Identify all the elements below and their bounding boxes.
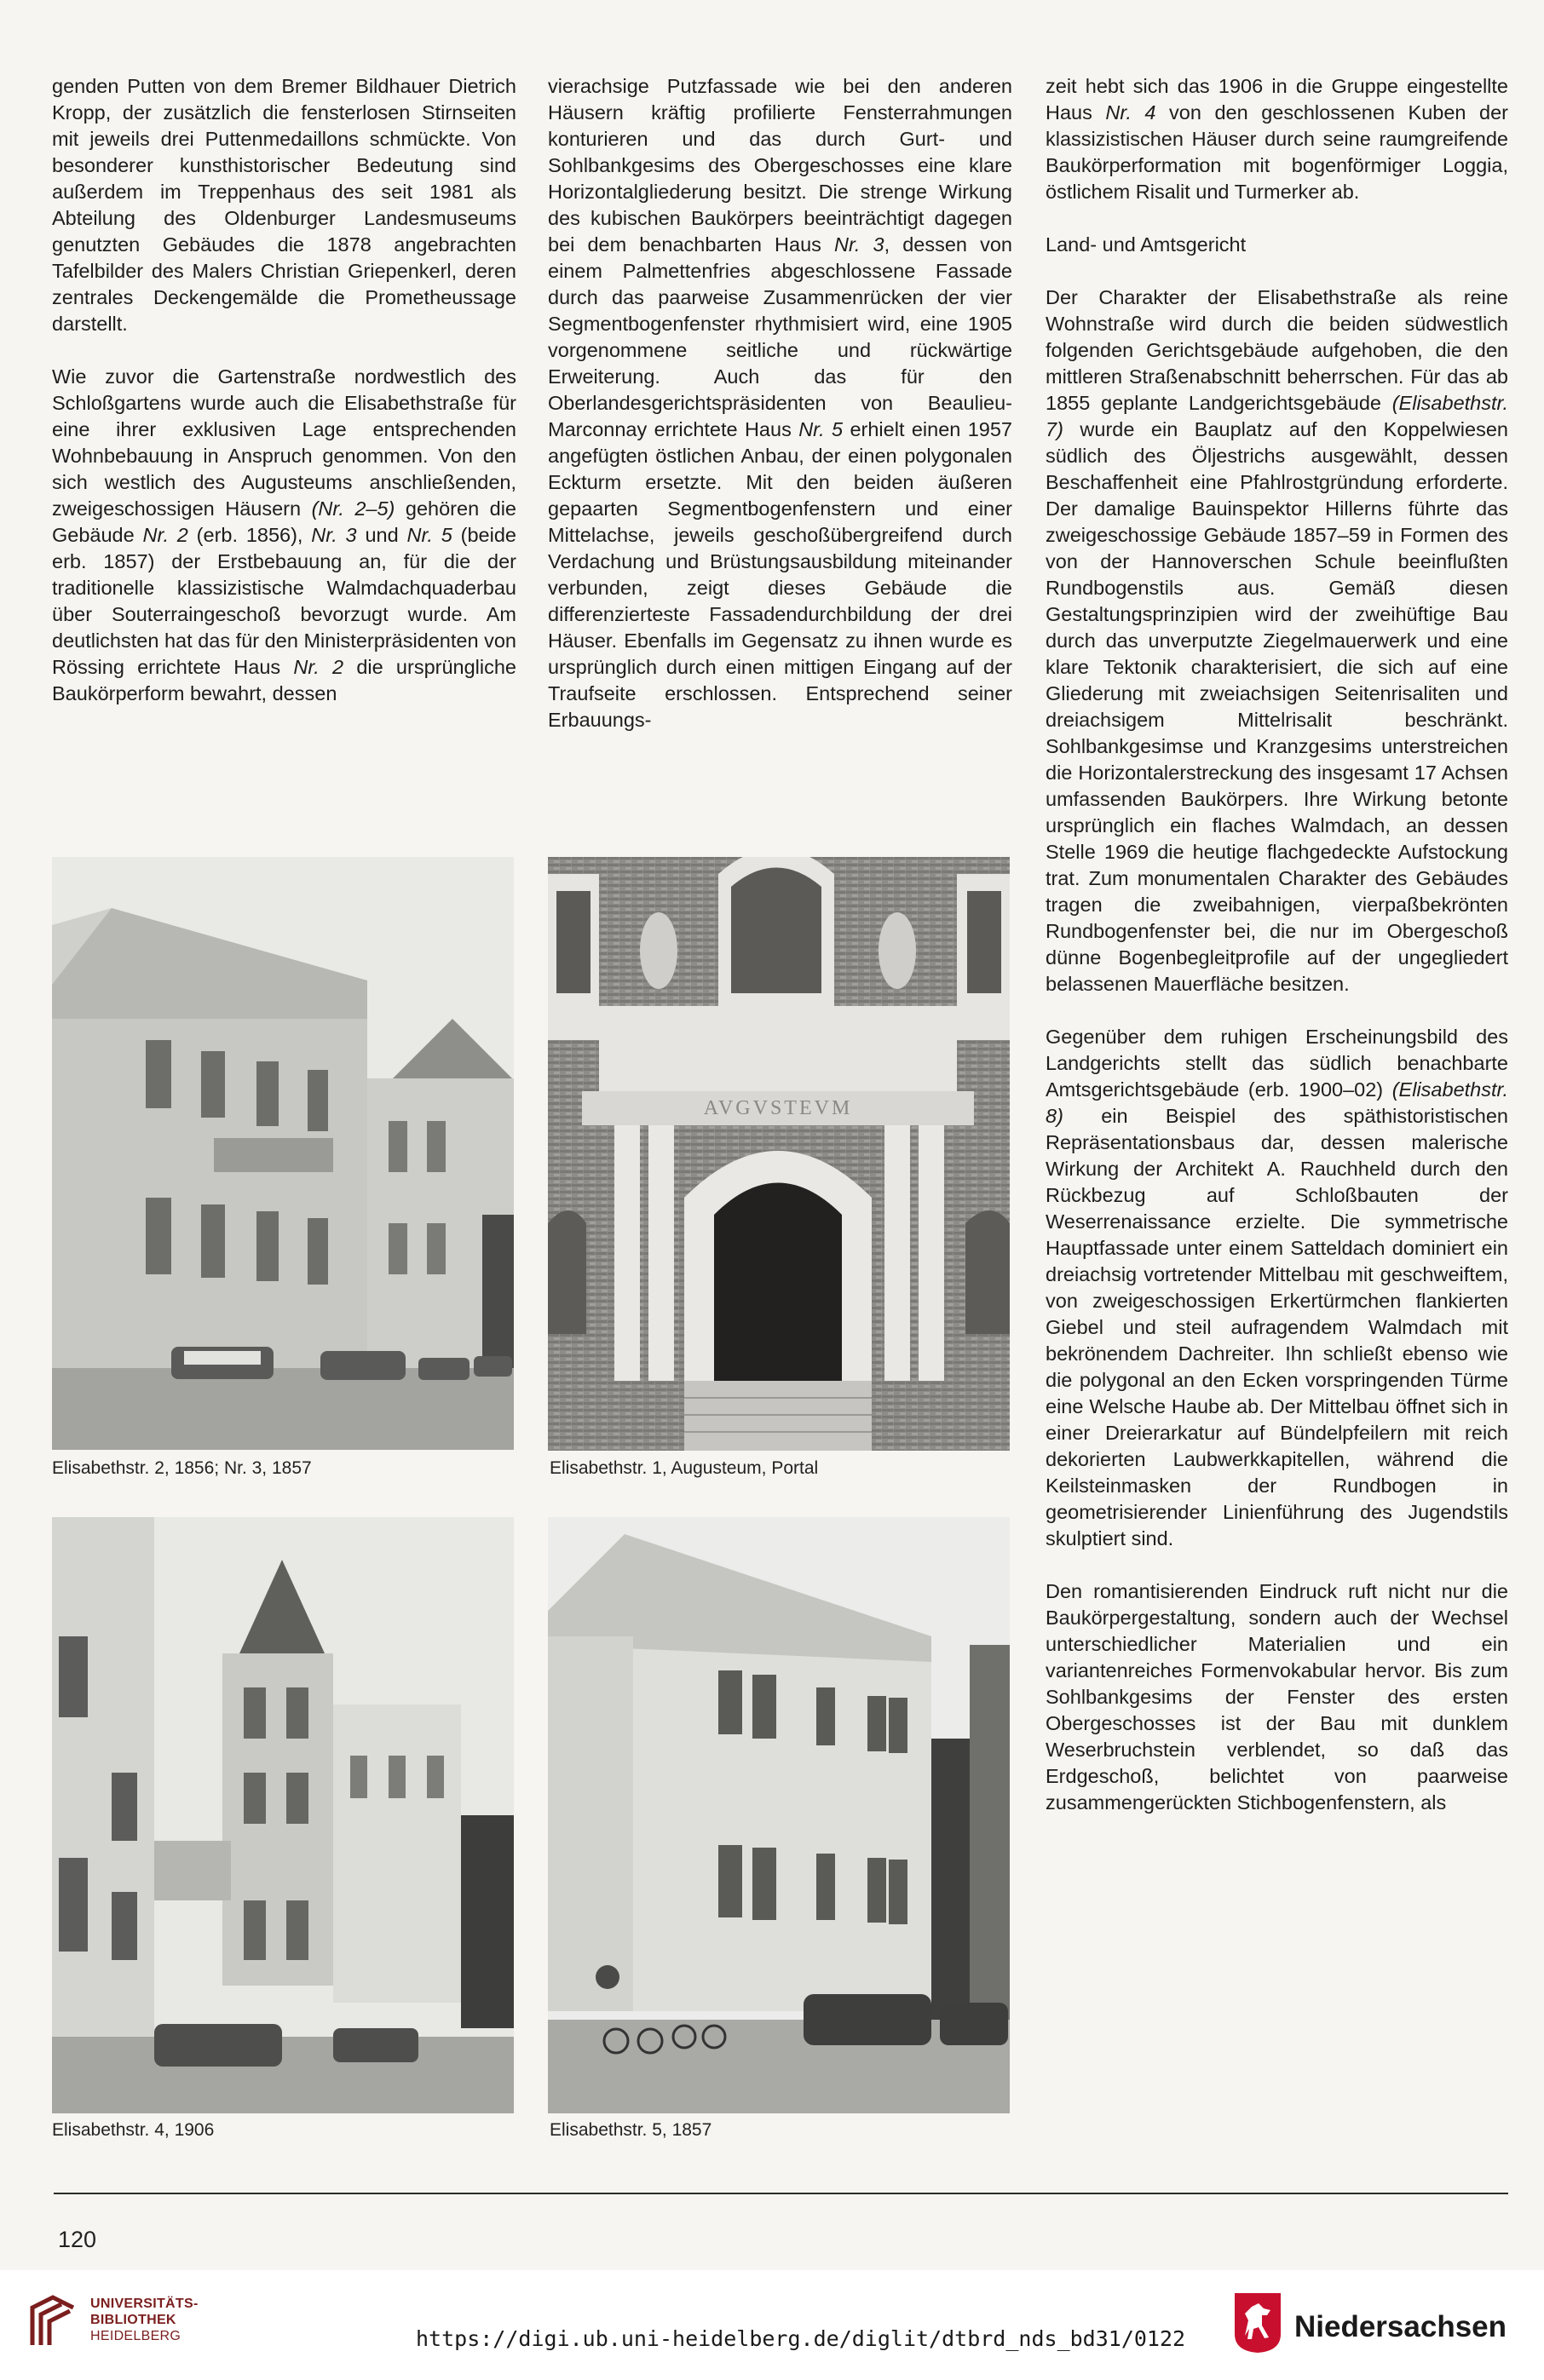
- text-column-middle: [548, 73, 1012, 733]
- photo-elisabethstr-5: [548, 1517, 1010, 2113]
- document-url-link[interactable]: https://digi.ub.uni-heidelberg.de/diglit/dtbrd_nds_bd31/0122: [416, 2326, 1186, 2351]
- photo-elisabethstr-4-image: [52, 1517, 514, 2113]
- text-run: Den romantisierenden Eindruck ruft nicht nur die Baukörpergestaltung, sondern auch der Wechsel unterschiedlicher Materialien und ein variantenreiches Formenvokabular hervor. Bis zum Sohlbankgesims der Fenster des ersten Obergeschosses ist der Bau mit dunklem Weserbruchstein verblendet, so daß das Erdgeschoß, belichtet von paarweise zusammengerückten Stichbogenfenstern, als: [1046, 1580, 1508, 1814]
- text-run: von den geschlossenen Kuben der klassizistischen Häuser durch seine raumgreifende Baukörperformation mit bogenförmiger Loggia, östlichem Risalit und Turmerker ab.: [1046, 101, 1508, 203]
- body-paragraph: [1046, 1024, 1508, 1552]
- text-run: (erb. 1856),: [187, 524, 312, 546]
- text-run: vierachsige Putzfassade wie bei den anderen Häusern kräftig profilierte Fensterrahmungen konturieren und das durch Gurt- und Sohlbankgesims des Obergeschosses eine klare Horizontalgliederung besitzt. Die strenge Wirkung des kubischen Baukörpers beeinträchtigt dagegen bei dem benachbarten Haus: [548, 75, 1012, 256]
- body-paragraph: [52, 73, 516, 337]
- text-run: wurde ein Bauplatz auf den Koppelwiesen südlich des Öljestrichs ausgewählt, dessen Beschaffenheit eine Pfahlrostgründung erforderte. Der damalige Bauinspektor Hillerns führte das zweigeschossige Gebäude 1857–59 in Formen des von der Hannoverschen Schule beeinflußten Rundbogenstils aus. Gemäß diesen Gestaltungsprinzipien wird der zweihüftige Bau durch das unverputzte Ziegelmauerwerk und eine klare Tektonik charakterisiert, die sich auf eine Gliederung mit zweiachsigen Seitenrisaliten und dreiachsigem Mittelrisalit beschränkt. Sohlbankgesimse und Kranzgesims unterstreichen die Horizontalerstreckung des insgesamt 17 Achsen umfassenden Baukörpers. Ihre Wirkung betonte ursprünglich ein flaches Walmdach, an dessen Stelle 1969 die heutige flachgedeckte Aufstockung trat. Zum monumentalen Charakter des Gebäudes tragen die zweibahnigen, vierpaßbekrönten Rundbogenfenster bei, die nur im Obergeschoß dünne Bogenbegleitprofile auf der ungegliedert belassenen Mauerfläche besitzen.: [1046, 418, 1508, 995]
- italic-reference: Nr. 2: [142, 524, 188, 546]
- text-run: ein Beispiel des späthistoristischen Repräsentationsbaus dar, dessen malerische Wirkung der Architekt A. Rauchheld durch den Rückbezug auf Schloßbauten der Weserrenaissance erzielte. Die symmetrische Hauptfassade unter einem Satteldach dominiert ein dreiachsig vortretender Mittelbau mit geschweiftem, von zweigeschossigen Erkertürmchen flankierten Giebel und steil aufragendem Walmdach mit bekrönendem Dachreiter. Ihn schließt ebenso wie die polygonal an den Ecken vorspringenden Türme eine Welsche Haube ab. Der Mittelbau öffnet sich in einer Dreierarkatur auf Bündelpfeilern mit reich dekorierten Laubwerkkapitellen, während die Keilsteinmasken der Rundbogen in geometrisierender Linienführung des Jugendstils skulptiert sind.: [1046, 1105, 1508, 1549]
- body-paragraph: [1046, 1578, 1508, 1816]
- photo-augusteum-portal-image: [548, 857, 1010, 1451]
- caption-fig2: Elisabethstr. 1, Augusteum, Portal: [550, 1458, 819, 1478]
- italic-reference: (Elisabethstr. 7): [1046, 392, 1508, 440]
- photo-augusteum-portal: [548, 857, 1010, 1451]
- italic-reference: Nr. 3: [311, 524, 357, 546]
- text-run: zeit hebt sich das 1906 in die Gruppe eingestellte Haus: [1046, 75, 1508, 124]
- body-paragraph: [1046, 285, 1508, 997]
- body-paragraph: [548, 73, 1012, 733]
- portal-inscription: AVGVSTEVM: [703, 1097, 853, 1119]
- text-column-left: [52, 73, 516, 707]
- italic-reference: (Nr. 2–5): [311, 497, 395, 520]
- photo-elisabethstr-2-3: [52, 857, 514, 1450]
- section-heading: Land- und Amtsgericht: [1046, 233, 1247, 256]
- caption-fig3: Elisabethstr. 4, 1906: [52, 2120, 215, 2140]
- photo-elisabethstr-5-image: [548, 1517, 1010, 2113]
- text-run: die ursprüngliche Baukörperform bewahrt, dessen: [52, 656, 516, 704]
- text-run: gehören die Gebäude: [52, 497, 517, 546]
- text-run: Gegenüber dem ruhigen Erscheinungsbild des Landgerichts stellt das südlich benachbarte Amtsgerichtsgebäude (erb. 1900–02): [1046, 1026, 1508, 1101]
- italic-reference: (Elisabethstr. 8): [1046, 1078, 1508, 1127]
- photo-elisabethstr-4: [52, 1517, 514, 2113]
- text-run: erhielt einen 1957 angefügten östlichen Anbau, der einen polygonalen Eckturm ersetzte. Mit den beiden äußeren gepaarten Segmentbogenfenstern und einer Mittelachse, jeweils geschoßübergreifend durch Verdachung und Brüstungsausbildung miteinander verbunden, zeigt dieses Gebäude die differenzierteste Fassadendurchbildung der drei Häuser. Ebenfalls im Gegensatz zu ihnen wurde es ursprünglich durch einen mittigen Eingang auf der Traufseite erschlossen. Entsprechend seiner Erbauungs-: [548, 418, 1012, 731]
- text-run: Der Charakter der Elisabethstraße als reine Wohnstraße wird durch die beiden südwestlich folgenden Gerichtsgebäude aufgehoben, die den mittleren Straßenabschnitt beherrschen. Für das ab 1855 geplante Landgerichtsgebäude: [1046, 286, 1508, 414]
- italic-reference: Nr. 5: [406, 524, 452, 546]
- text-run: , dessen von einem Palmettenfries abgeschlossene Fassade durch das paarweise Zusammenrücken der vier Segmentbogenfenster rhythmisiert wird, eine 1905 vorgenommene seitliche und rückwärtige Erweiterung. Auch das für den Oberlandesgerichtspräsidenten von Beaulieu-Marconnay errichtete Haus: [548, 233, 1012, 440]
- text-column-right: [1046, 73, 1508, 1816]
- body-paragraph: [52, 364, 516, 707]
- library-name-line3: HEIDELBERG: [90, 2329, 181, 2343]
- italic-reference: Nr. 5: [798, 418, 844, 440]
- text-run: Wie zuvor die Gartenstraße nordwestlich des Schloßgartens wurde auch die Elisabethstraße für eine ihrer exklusiven Lage entsprechenden Wohnbebauung in Anspruch genommen. Von den sich westlich des Augusteums anschließenden, zweigeschossigen Häusern: [52, 365, 516, 520]
- caption-fig1: Elisabethstr. 2, 1856; Nr. 3, 1857: [52, 1458, 312, 1478]
- caption-fig4: Elisabethstr. 5, 1857: [550, 2120, 712, 2140]
- library-name-line1: UNIVERSITÄTS-: [90, 2297, 199, 2311]
- ub-heidelberg-logo-icon: [24, 2291, 82, 2354]
- page-divider: [54, 2193, 1508, 2194]
- italic-reference: Nr. 2: [293, 656, 344, 678]
- library-name-line2: BIBLIOTHEK: [90, 2313, 176, 2327]
- text-run: und: [356, 524, 407, 546]
- italic-reference: Nr. 4: [1105, 101, 1156, 124]
- text-run: (beide erb. 1857) der Erstbebauung an, für die der traditionelle klassizistische Walmdachquaderbau über Souterraingeschoß bevorzugt wurde. Am deutlichsten hat das für den Ministerpräsidenten von Rössing errichtete Haus: [52, 524, 516, 678]
- body-paragraph: [1046, 73, 1508, 205]
- text-run: genden Putten von dem Bremer Bildhauer Dietrich Kropp, der zusätzlich die fensterlosen Stirnseiten mit jeweils drei Puttenmedaillons schmückte. Von besonderer kunsthistorischer Bedeutung sind außerdem im Treppenhaus des seit 1981 als Abteilung des Oldenburger Landesmuseums genutzten Gebäudes die 1878 angebrachten Tafelbilder des Malers Christian Griepenkerl, deren zentrales Deckengemälde die Prometheussage darstellt.: [52, 75, 516, 335]
- state-name-label: Niedersachsen: [1294, 2310, 1507, 2343]
- niedersachsen-horse-icon: [1233, 2291, 1282, 2354]
- italic-reference: Nr. 3: [834, 233, 884, 256]
- photo-elisabethstr-2-3-image: [52, 857, 514, 1450]
- page-number: 120: [58, 2227, 97, 2252]
